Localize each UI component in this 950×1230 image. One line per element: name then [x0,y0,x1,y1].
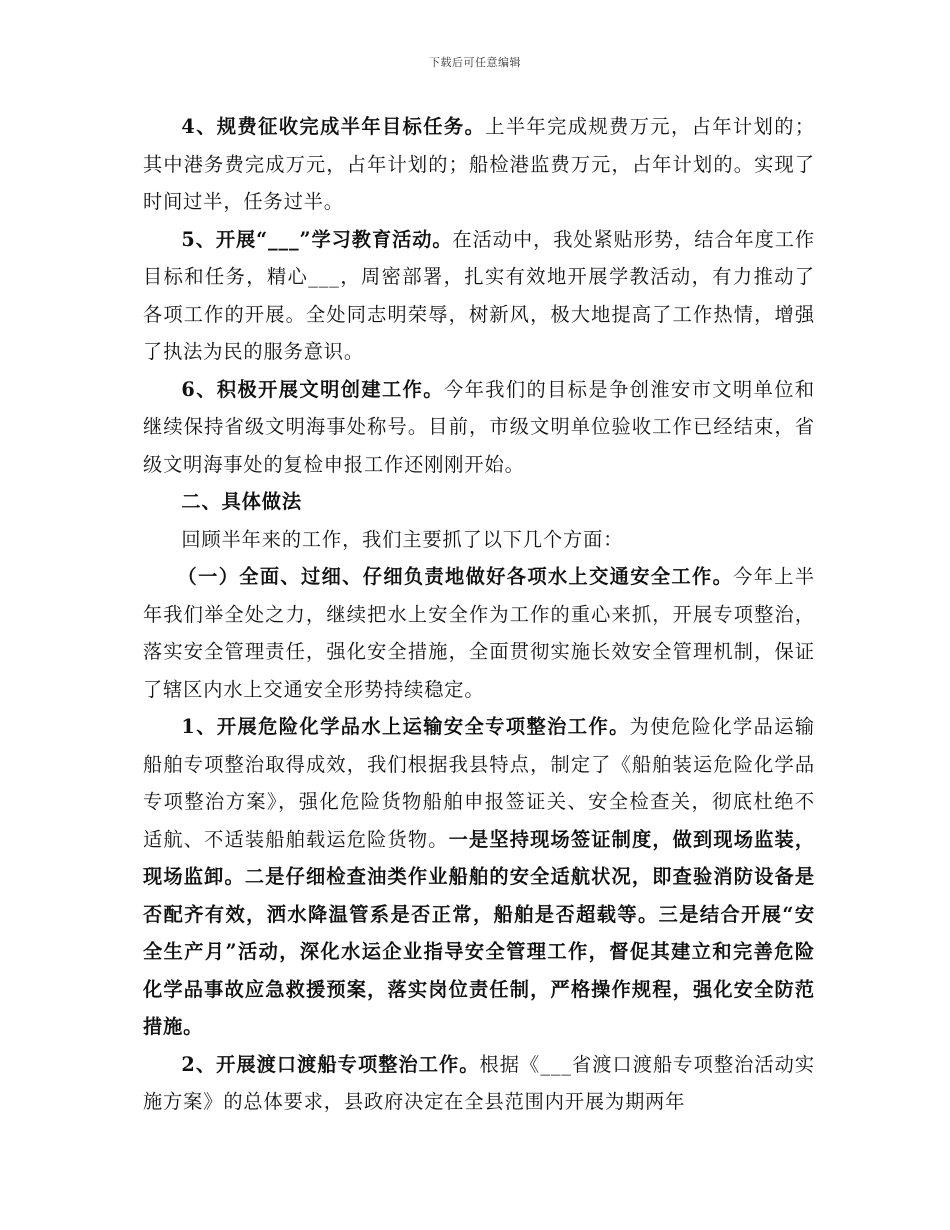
section-heading-specific-methods: 二、具体做法 [181,490,302,513]
paragraph-bold-measures: 一是坚持现场签证制度，做到现场监装，现场监卸。二是仔细检查油类作业船舶的安全适航状况，即查验消防设备是否配齐有效，洒水降温管系是否正常，船舶是否超载等。三是结合开展“安全生产月”活动，深化水运企业指导安全管理工作，督促其建立和完善危险化学品事故应急救援预案，落实岗位责任制，严格操作规程，强化安全防范措施。 [143,827,816,1038]
paragraph-text: 在活动中，我处紧贴形势，结合年度工作目标和任务，精心___，周密部署，扎实有效地开展学教活动，有力推动了各项工作的开展。全处同志明荣辱，树新风，极大地提高了工作热情，增强了执法为民的服务意识。 [143,227,815,363]
paragraph-heading: 6、积极开展文明创建工作。 [181,377,444,401]
paragraph-text: 回顾半年来的工作，我们主要抓了以下几个方面： [181,527,624,551]
paragraph-heading: （一）全面、过细、仔细负责地做好各项水上交通安全工作。 [177,565,734,588]
paragraph-education-activity [143,221,815,371]
paragraph-hazardous-chemicals [143,708,815,1046]
paragraph-text: 上半年完成规费万元，占年计划的；其中港务费完成万元，占年计划的；船检港监费万元，占年计划的。实现了时间过半，任务过半。 [143,115,815,213]
paragraph-review-intro [143,521,815,559]
paragraph-heading: 4、规费征收完成半年目标任务。 [181,115,486,138]
paragraph-text: 今年我们的目标是争创淮安市文明单位和继续保持省级文明海事处称号。目前，市级文明单位验收工作已经结束，省级文明海事处的复检申报工作还刚刚开始。 [143,377,815,476]
document-body [143,108,815,1121]
paragraph-ferry-rectification [143,1046,815,1121]
paragraph-text: 根据《___省渡口渡船专项整治活动实施方案》的总体要求，县政府决定在全县范围内开展为期两年 [143,1052,815,1113]
paragraph-text: 今年上半年我们举全处之力，继续把水上安全作为工作的重心来抓，开展专项整治，落实安全管理责任，强化安全措施，全面贯彻实施长效安全管理机制，保证了辖区内水上交通安全形势持续稳定。 [143,565,815,701]
paragraph-text: 为使危险化学品运输船舶专项整治取得成效，我们根据我县特点，制定了《船舶装运危险化学品专项整治方案》，强化危险货物船舶申报签证关、安全检查关，彻底杜绝不适航、不适装船舶载运危险货物。 [143,715,815,851]
paragraph-fee-collection [143,108,815,221]
page-header: 下载后可任意编辑 [429,56,521,69]
paragraph-heading: 5、开展“___”学习教育活动。 [181,227,453,251]
paragraph-civilization-creation [143,371,815,484]
paragraph-heading: 1、开展危险化学品水上运输安全专项整治工作。 [181,715,630,738]
paragraph-water-safety [143,558,815,708]
paragraph-heading: 2、开展渡口渡船专项整治工作。 [181,1052,480,1076]
